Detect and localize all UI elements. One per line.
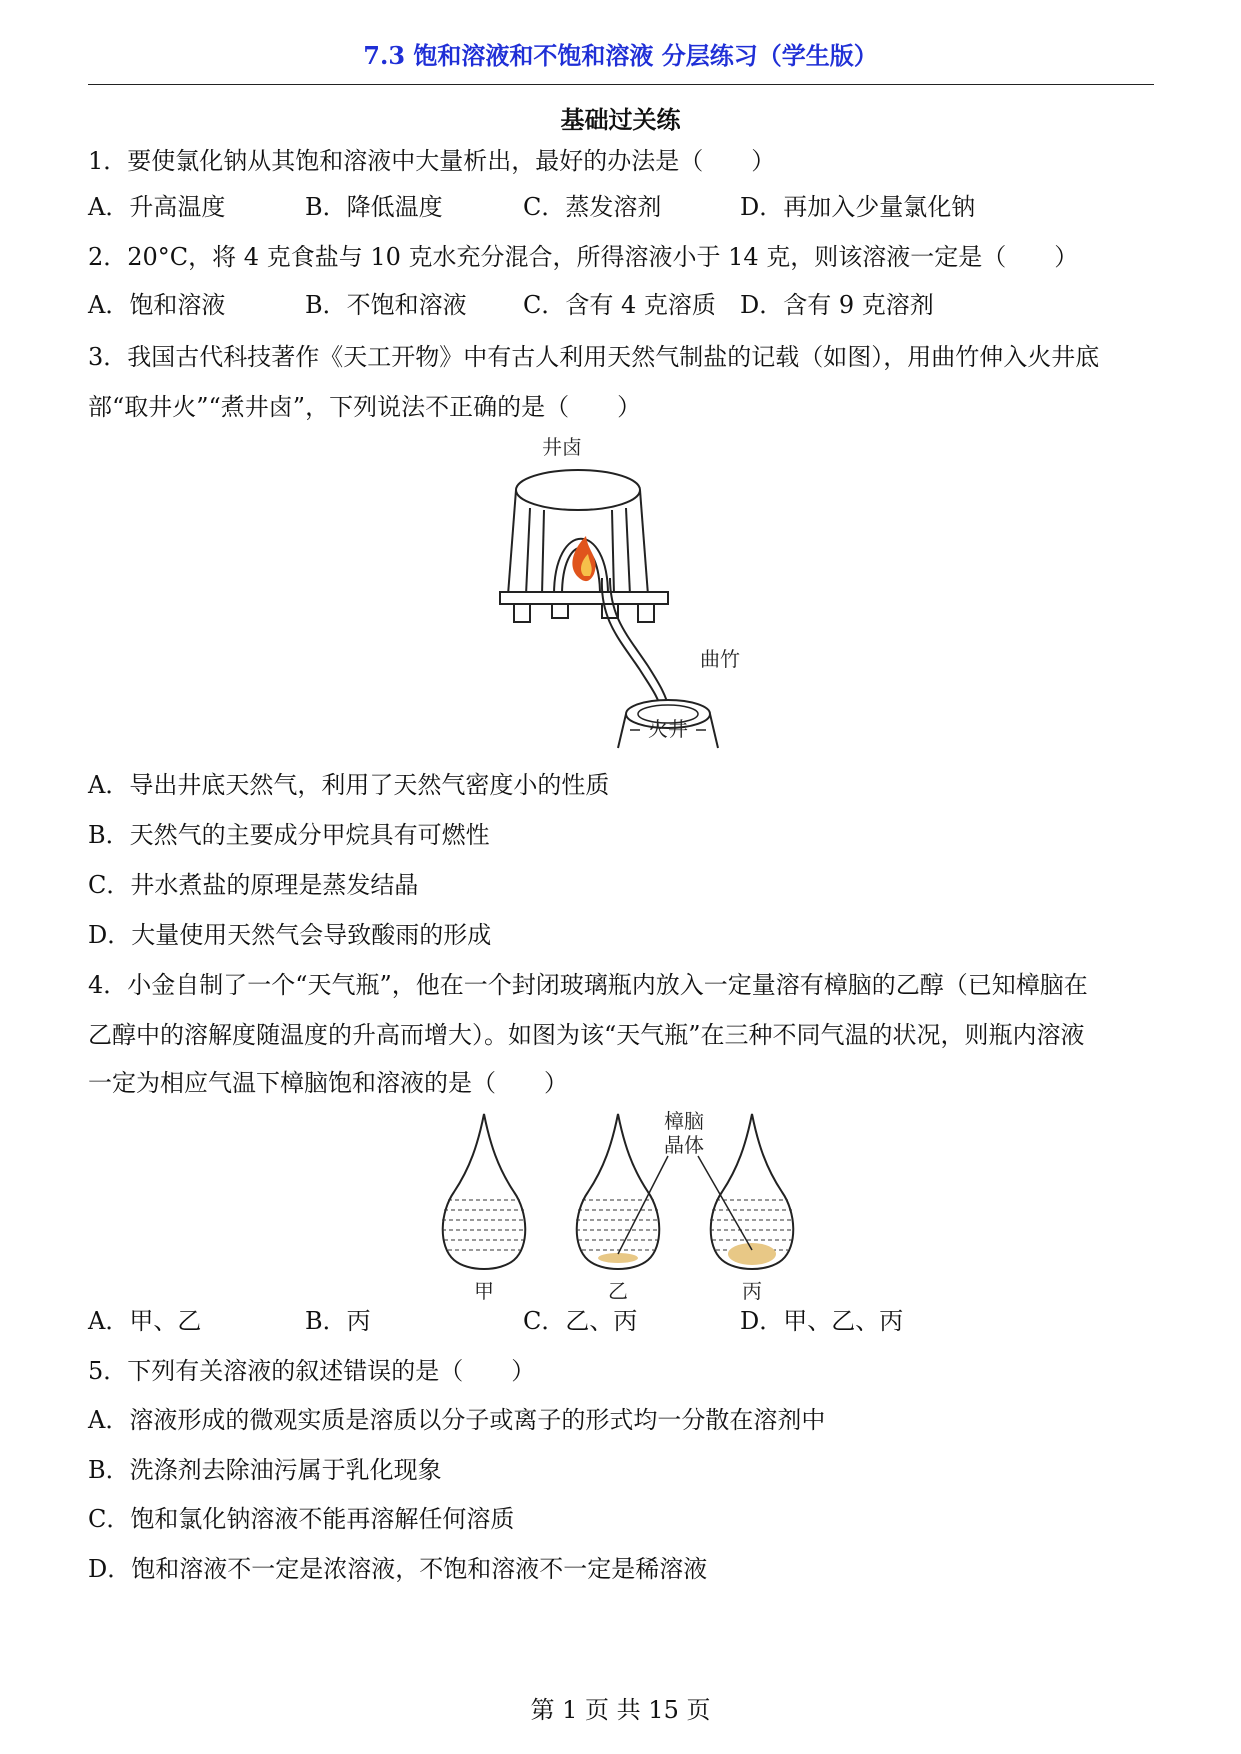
question-5-stem: 5．下列有关溶液的叙述错误的是（ ） bbox=[88, 1357, 536, 1385]
q5-option-d: D．饱和溶液不一定是浓溶液，不饱和溶液不一定是稀溶液 bbox=[88, 1555, 708, 1583]
bottle-label-bing: 丙 bbox=[742, 1279, 762, 1303]
question-1-stem: 1．要使氯化钠从其饱和溶液中大量析出，最好的办法是（ ） bbox=[88, 147, 776, 175]
crystal-small bbox=[598, 1253, 638, 1263]
q2-option-a: A．饱和溶液 bbox=[88, 291, 226, 319]
page-number: 第 1 页 共 15 页 bbox=[530, 1696, 711, 1724]
bottle-label-yi: 乙 bbox=[608, 1279, 628, 1303]
q2-option-b: B．不饱和溶液 bbox=[305, 291, 467, 319]
q2-option-d: D．含有 9 克溶剂 bbox=[740, 291, 934, 319]
q4-option-d: D．甲、乙、丙 bbox=[740, 1307, 904, 1335]
q1-option-a: A．升高温度 bbox=[88, 193, 226, 221]
header-divider bbox=[88, 84, 1154, 85]
q3-option-d: D．大量使用天然气会导致酸雨的形成 bbox=[88, 921, 492, 949]
q4-option-c: C．乙、丙 bbox=[523, 1307, 638, 1335]
figure-label-brine: 井卤 bbox=[542, 435, 582, 459]
q3-option-b: B．天然气的主要成分甲烷具有可燃性 bbox=[88, 821, 490, 849]
q4-option-b: B．丙 bbox=[305, 1307, 371, 1335]
q2-option-c: C．含有 4 克溶质 bbox=[523, 291, 716, 319]
question-3-stem-line-2: 部“取井火”“煮井卤”，下列说法不正确的是（ ） bbox=[88, 393, 642, 421]
figure-label-fire-well: 火井 bbox=[648, 717, 688, 741]
q5-option-b: B．洗涤剂去除油污属于乳化现象 bbox=[88, 1456, 442, 1484]
salt-well-figure bbox=[490, 430, 750, 750]
question-4-stem-line-3: 一定为相应气温下樟脑饱和溶液的是（ ） bbox=[88, 1069, 568, 1097]
question-2-stem: 2．20°C，将 4 克食盐与 10 克水充分混合，所得溶液小于 14 克，则该溶液一定是（ ） bbox=[88, 243, 1079, 271]
document-title: 7.3 饱和溶液和不饱和溶液 分层练习（学生版） bbox=[363, 41, 878, 70]
q4-option-a: A．甲、乙 bbox=[88, 1307, 202, 1335]
bottle-label-jia: 甲 bbox=[474, 1279, 494, 1303]
q3-option-c: C．井水煮盐的原理是蒸发结晶 bbox=[88, 871, 419, 899]
crystal-large bbox=[728, 1243, 776, 1265]
q3-option-a: A．导出井底天然气，利用了天然气密度小的性质 bbox=[88, 771, 610, 799]
q5-option-a: A．溶液形成的微观实质是溶质以分子或离子的形式均一分散在溶剂中 bbox=[88, 1406, 826, 1434]
figure-label-crystal: 晶体 bbox=[664, 1133, 704, 1157]
question-4-stem-line-1: 4．小金自制了一个“天气瓶”，他在一个封闭玻璃瓶内放入一定量溶有樟脑的乙醇（已知樟脑在 bbox=[88, 971, 1088, 999]
q1-option-d: D．再加入少量氯化钠 bbox=[740, 193, 976, 221]
q5-option-c: C．饱和氯化钠溶液不能再溶解任何溶质 bbox=[88, 1505, 515, 1533]
question-3-stem-line-1: 3．我国古代科技著作《天工开物》中有古人利用天然气制盐的记载（如图），用曲竹伸入火井底 bbox=[88, 343, 1100, 371]
question-4-stem-line-2: 乙醇中的溶解度随温度的升高而增大）。如图为该“天气瓶”在三种不同气温的状况，则瓶内溶液 bbox=[88, 1021, 1085, 1049]
q1-option-b: B．降低温度 bbox=[305, 193, 443, 221]
weather-bottle-figure bbox=[440, 1108, 800, 1308]
figure-label-camphor: 樟脑 bbox=[664, 1109, 704, 1133]
q1-option-c: C．蒸发溶剂 bbox=[523, 193, 662, 221]
section-title: 基础过关练 bbox=[560, 105, 681, 134]
figure-label-bamboo: 曲竹 bbox=[700, 647, 740, 671]
